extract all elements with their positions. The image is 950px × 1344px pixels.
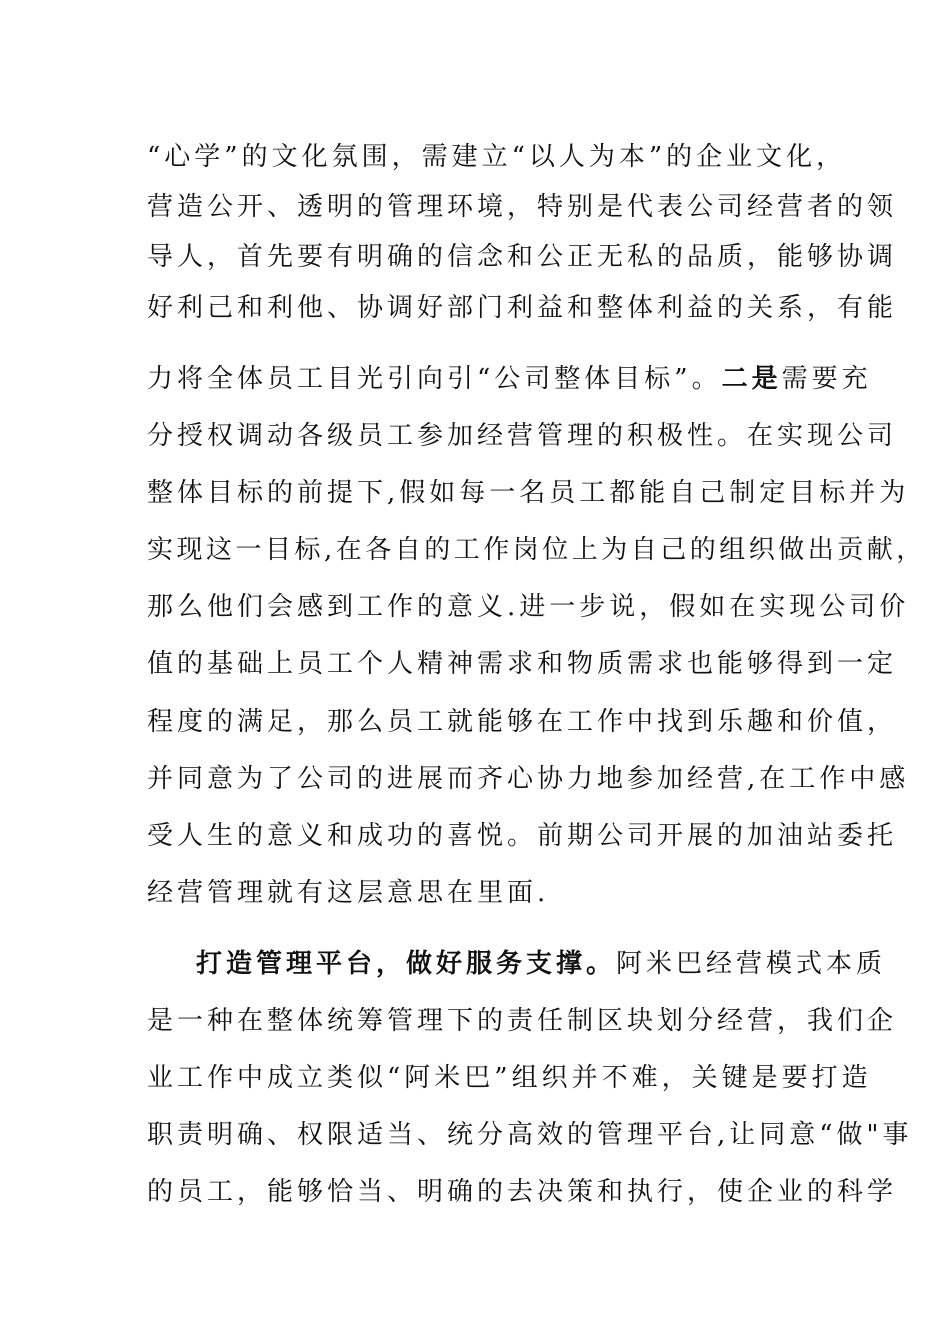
text-line: 实现这一目标,在各自的工作岗位上为自己的组织做出贡献， bbox=[147, 535, 926, 565]
text-line: 好利己和利他、协调好部门利益和整体利益的关系，有能 bbox=[147, 293, 898, 323]
text-line: 的员工，能够恰当、明确的去决策和执行，使企业的科学 bbox=[147, 1177, 898, 1207]
section-heading: 打造管理平台，做好服务支撑。 bbox=[196, 949, 617, 979]
text-line: 业工作中成立类似“阿米巴”组织并不难，关键是要打造 bbox=[147, 1063, 872, 1093]
text-line: 受人生的意义和成功的喜悦。前期公司开展的加油站委托 bbox=[147, 821, 898, 851]
text-run: 需要充 bbox=[781, 364, 872, 394]
text-line: 是一种在整体统筹管理下的责任制区块划分经营，我们企 bbox=[147, 1006, 898, 1036]
text-line: 营造公开、透明的管理环境，特别是代表公司经营者的领 bbox=[147, 192, 898, 222]
text-line: 导人，首先要有明确的信念和公正无私的品质，能够协调 bbox=[147, 242, 898, 272]
text-line: 经营管理就有这层意思在里面. bbox=[147, 878, 550, 908]
text-run: 力将全体员工目光引向引“公司整体目标”。 bbox=[147, 364, 722, 394]
paragraph-first-line bbox=[196, 944, 887, 984]
text-line: 整体目标的前提下,假如每一名员工都能自己制定目标并为 bbox=[147, 478, 910, 508]
text-line: 值的基础上员工个人精神需求和物质需求也能够得到一定 bbox=[147, 649, 898, 679]
text-line: 程度的满足，那么员工就能够在工作中找到乐趣和价值， bbox=[147, 707, 898, 737]
emphasis-ordinal: 二是 bbox=[721, 364, 782, 394]
text-line-with-emphasis bbox=[147, 359, 872, 399]
text-line: 分授权调动各级员工参加经营管理的积极性。在实现公司 bbox=[147, 421, 898, 451]
text-line: 职责明确、权限适当、统分高效的管理平台,让同意“做"事 bbox=[147, 1120, 913, 1150]
text-line: “心学”的文化氛围，需建立“以人为本”的企业文化， bbox=[147, 142, 847, 172]
text-line: 那么他们会感到工作的意义.进一步说，假如在实现公司价 bbox=[147, 592, 910, 622]
text-run: 阿米巴经营模式本质 bbox=[616, 949, 887, 979]
text-line: 并同意为了公司的进展而齐心协力地参加经营,在工作中感 bbox=[147, 764, 910, 794]
